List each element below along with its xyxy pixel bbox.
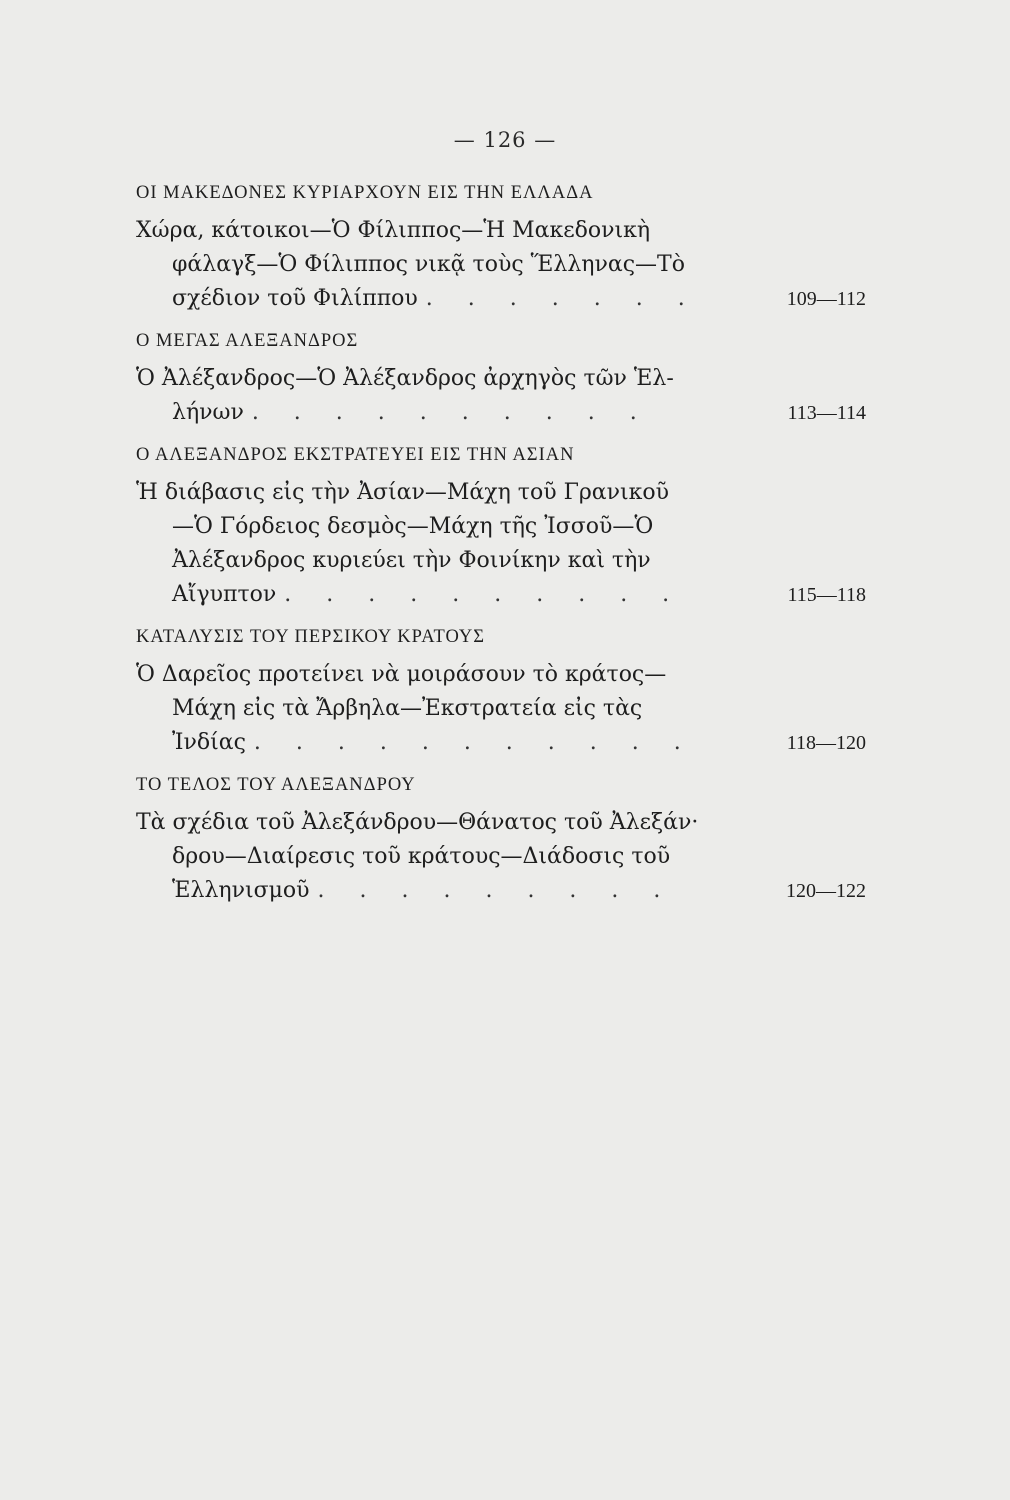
dot-leader: . . . . . . . . . .	[284, 582, 684, 607]
entry-line	[136, 248, 866, 282]
dot-leader: . . . . . . . . .	[317, 878, 675, 903]
entry-line	[136, 806, 866, 840]
entry-text: Ἰνδίας	[172, 730, 246, 755]
entry-line	[136, 396, 866, 430]
toc-entry	[136, 362, 866, 430]
page-range: 118—120	[786, 732, 866, 754]
toc-entry	[136, 214, 866, 316]
entry-line	[136, 692, 866, 726]
entry-text: Ἀλέξανδρος κυριεύει τὴν Φοινίκην καὶ τὴν	[172, 548, 651, 573]
entry-text: σχέδιον τοῦ Φιλίππου	[172, 286, 418, 311]
entry-text: Ὁ Ἀλέξανδρος—Ὁ Ἀλέξανδρος ἀρχηγὸς τῶν Ἑλ-	[136, 366, 674, 391]
entry-line	[136, 578, 866, 612]
entry-text: Χώρα, κάτοικοι—Ὁ Φίλιππος—Ἡ Μακεδονικὴ	[136, 218, 651, 243]
table-of-contents	[136, 178, 866, 918]
section-title: ΤΟ ΤΕΛΟΣ ΤΟΥ ΑΛΕΞΑΝΔΡΟΥ	[136, 775, 416, 795]
toc-section	[136, 622, 866, 760]
dot-leader: . . . . . . .	[425, 286, 699, 311]
toc-section	[136, 770, 866, 908]
toc-section	[136, 440, 866, 612]
section-title: Ο ΑΛΕΞΑΝΔΡΟΣ ΕΚΣΤΡΑΤΕΥΕΙ ΕΙΣ ΤΗΝ ΑΣΙΑΝ	[136, 445, 575, 465]
entry-text: Τὰ σχέδια τοῦ Ἀλεξάνδρου—Θάνατος τοῦ Ἀλεξάν·	[136, 810, 699, 835]
dot-leader: . . . . . . . . . . .	[253, 730, 695, 755]
entry-text: Αἴγυπτον	[172, 582, 277, 607]
entry-line	[136, 282, 866, 316]
toc-section	[136, 326, 866, 430]
entry-line	[136, 840, 866, 874]
entry-text: Μάχη εἰς τὰ Ἄρβηλα—Ἐκστρατεία εἰς τὰς	[172, 696, 643, 721]
entry-line	[136, 544, 866, 578]
entry-line	[136, 214, 866, 248]
toc-entry	[136, 658, 866, 760]
entry-text: Ὁ Δαρεῖος προτείνει νὰ μοιράσουν τὸ κράτος—	[136, 662, 667, 687]
section-title: ΚΑΤΑΛΥΣΙΣ ΤΟΥ ΠΕΡΣΙΚΟΥ ΚΡΑΤΟΥΣ	[136, 627, 486, 647]
entry-line	[136, 510, 866, 544]
page-range: 120—122	[786, 880, 866, 902]
entry-text: Ἑλληνισμοῦ	[172, 878, 310, 903]
section-title: Ο ΜΕΓΑΣ ΑΛΕΞΑΝΔΡΟΣ	[136, 331, 359, 351]
toc-entry	[136, 806, 866, 908]
entry-line	[136, 476, 866, 510]
dot-leader: . . . . . . . . . .	[251, 400, 651, 425]
entry-text: δρου—Διαίρεσις τοῦ κράτους—Διάδοσις τοῦ	[172, 844, 671, 869]
entry-text: —Ὁ Γόρδειος δεσμὸς—Μάχη τῆς Ἰσσοῦ—Ὁ	[172, 514, 654, 539]
toc-entry	[136, 476, 866, 612]
page-range: 115—118	[787, 584, 866, 606]
page-range: 113—114	[787, 402, 866, 424]
section-title: ΟΙ ΜΑΚΕΔΟΝΕΣ ΚΥΡΙΑΡΧΟΥΝ ΕΙΣ ΤΗΝ ΕΛΛΑΔΑ	[136, 183, 594, 203]
page-range: 109—112	[786, 288, 866, 310]
toc-section	[136, 178, 866, 316]
entry-text: Ἡ διάβασις εἰς τὴν Ἀσίαν—Μάχη τοῦ Γρανικοῦ	[136, 480, 669, 505]
entry-line	[136, 874, 866, 908]
entry-line	[136, 726, 866, 760]
entry-text: λήνων	[172, 400, 244, 425]
entry-text: φάλαγξ—Ὁ Φίλιππος νικᾷ τοὺς Ἕλληνας—Τὸ	[172, 252, 685, 277]
entry-line	[136, 658, 866, 692]
entry-line	[136, 362, 866, 396]
page-number: — 126 —	[453, 128, 557, 152]
